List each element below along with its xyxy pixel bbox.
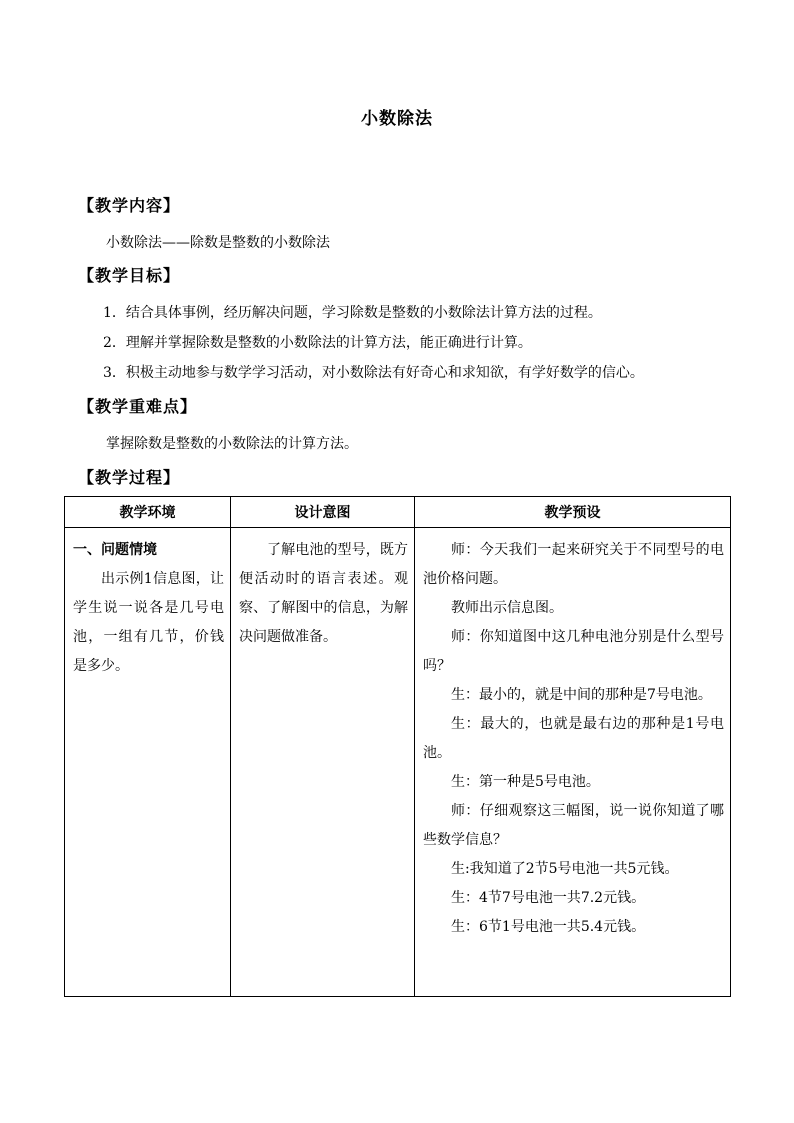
section-title-problem-situation: 一、问题情境 [73,542,157,558]
dialogue-line: 师：今天我们一起来研究关于不同型号的电池价格问题。 [423,542,724,587]
dialogue-line: 生：4节7号电池一共7.2元钱。 [451,890,646,906]
table-header-row [65,497,731,528]
dialogue-line: 生:我知道了2节5号电池一共5元钱。 [451,861,679,877]
dialogue-line: 生：第一种是5号电池。 [451,774,600,790]
table-row [65,528,731,997]
header-design-intent: 设计意图 [231,497,415,528]
heading-teaching-content: 【教学内容】 [78,196,181,215]
design-intent-text: 了解电池的型号，既方便活动时的语言表述。观察、了解图中的信息，为解决问题做准备。 [239,542,408,645]
dialogue-line: 师：你知道图中这几种电池分别是什么型号吗？ [423,629,724,674]
goal-item-2: 2．理解并掌握除数是整数的小数除法的计算方法，能正确进行计算。 [103,335,532,351]
heading-key-points: 【教学重难点】 [78,397,198,416]
teaching-content-text: 小数除法——除数是整数的小数除法 [106,235,330,251]
dialogue-line: 生：最大的，也就是最右边的那种是1号电池。 [423,716,724,761]
dialogue-line: 师：仔细观察这三幅图，说一说你知道了哪些数学信息？ [423,803,724,848]
environment-text: 出示例1信息图，让学生说一说各是几号电池，一组有几节，价钱是多少。 [73,571,224,674]
heading-teaching-goals: 【教学目标】 [78,266,181,285]
goal-item-1: 1．结合具体事例，经历解决问题，学习除数是整数的小数除法计算方法的过程。 [103,305,602,321]
teaching-process-table [64,496,731,997]
cell-environment [65,528,231,997]
cell-design-intent [231,528,415,997]
page-title: 小数除法 [361,109,433,129]
header-teaching-environment: 教学环境 [65,497,231,528]
goal-item-3: 3．积极主动地参与数学学习活动，对小数除法有好奇心和求知欲，有学好数学的信心。 [103,365,644,381]
cell-teaching-preset [415,528,731,997]
dialogue-line: 教师出示信息图。 [451,600,563,616]
key-points-text: 掌握除数是整数的小数除法的计算方法。 [106,436,358,452]
dialogue-line: 生：最小的，就是中间的那种是7号电池。 [451,687,712,703]
heading-teaching-process: 【教学过程】 [78,468,181,487]
dialogue-line: 生：6节1号电池一共5.4元钱。 [451,919,646,935]
header-teaching-preset: 教学预设 [415,497,731,528]
